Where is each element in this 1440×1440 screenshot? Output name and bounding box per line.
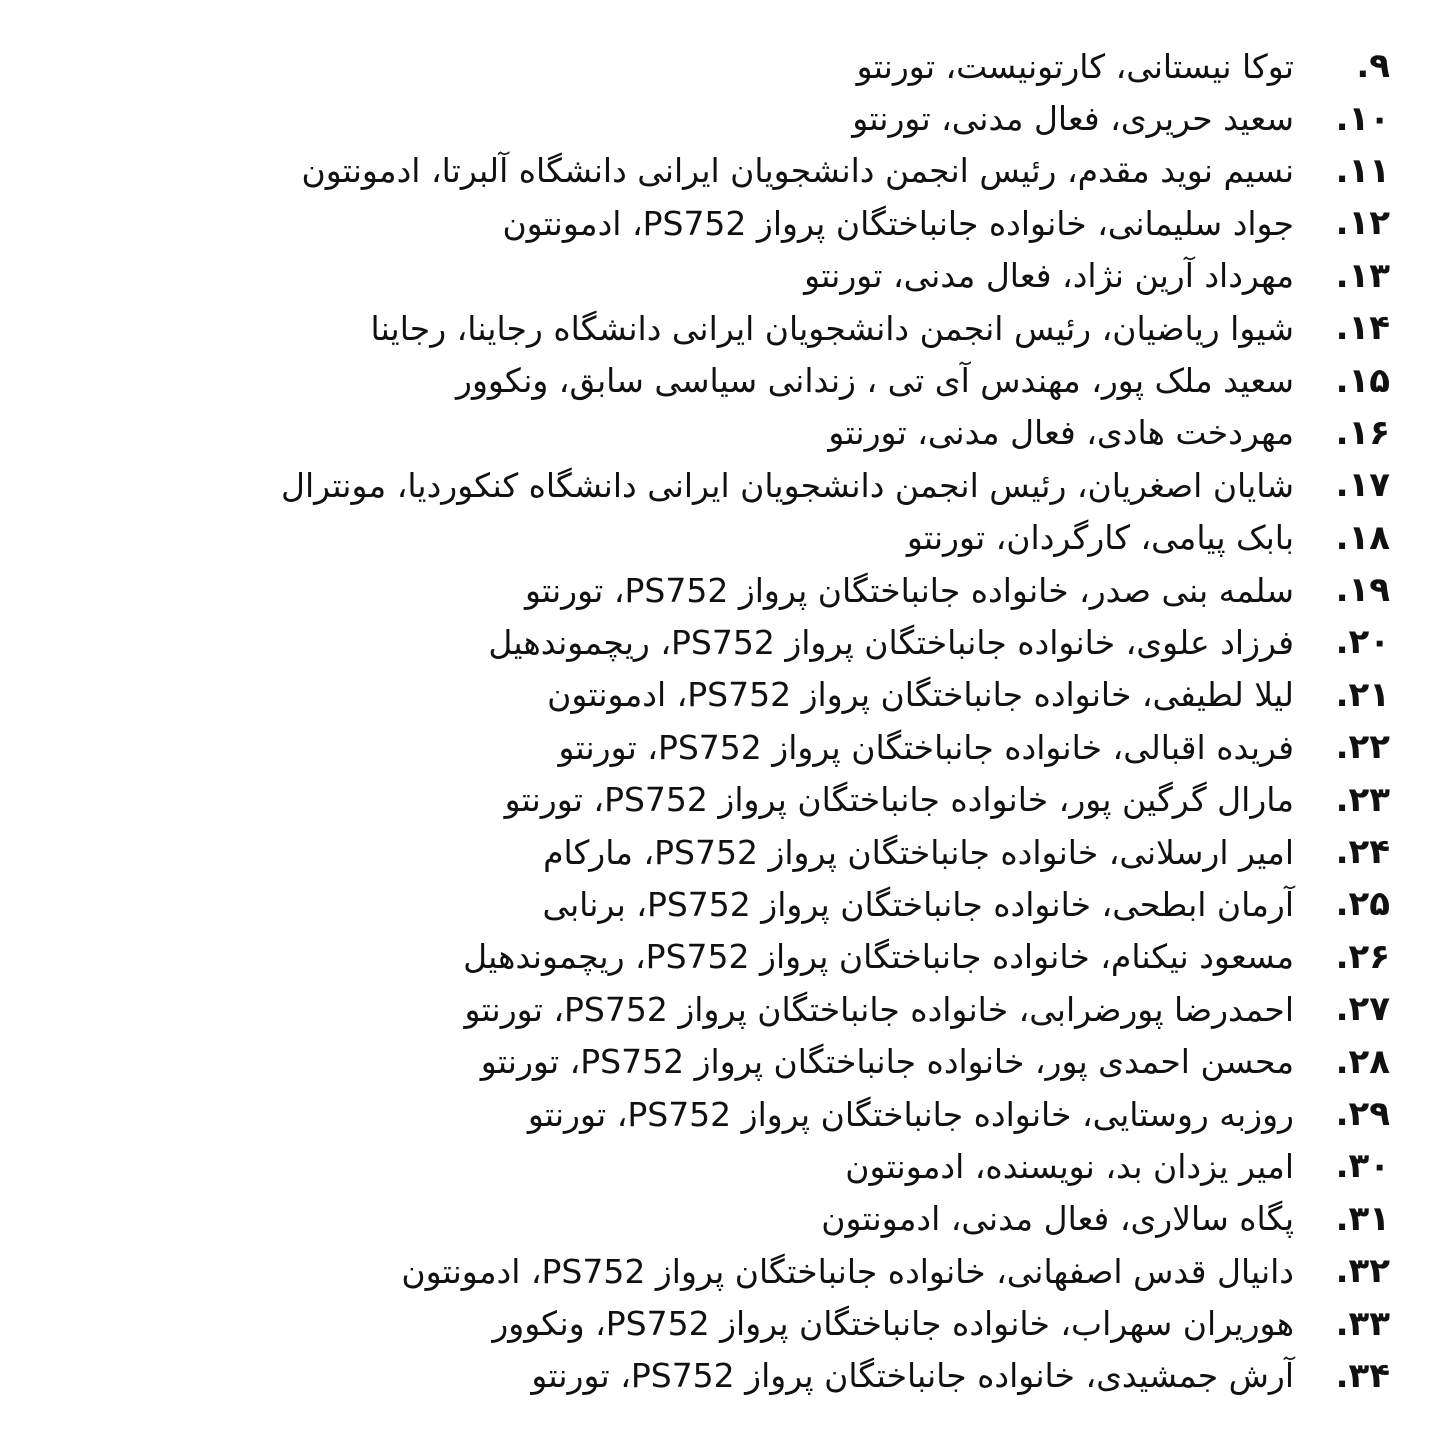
list-item	[90, 773, 1390, 825]
list-item-number: ۲۷.	[1335, 989, 1390, 1030]
list-item-text: محسن احمدی پور، خانواده جانباختگان پرواز PS752، تورنتو	[480, 1042, 1294, 1082]
list-item-text: پگاه سالاری، فعال مدنی، ادمونتون	[821, 1199, 1294, 1239]
list-item-text: روزبه روستایی، خانواده جانباختگان پرواز PS752، تورنتو	[527, 1094, 1294, 1134]
list-item-text: فریده اقبالی، خانواده جانباختگان پرواز PS752، تورنتو	[558, 727, 1294, 767]
list-item	[90, 669, 1390, 721]
list-item-number: ۱۵.	[1335, 360, 1390, 401]
list-item-text: امیر ارسلانی، خانواده جانباختگان پرواز PS752، مارکام	[543, 832, 1294, 872]
list-item-number: ۲۹.	[1335, 1094, 1390, 1134]
list-item-number: ۱۰.	[1335, 98, 1390, 139]
list-item-text: توکا نیستانی، کارتونیست، تورنتو	[856, 46, 1294, 86]
list-item-number: ۳۰.	[1335, 1146, 1390, 1187]
list-item	[90, 197, 1390, 249]
list-item-number: ۱۳.	[1335, 255, 1390, 296]
list-item	[90, 145, 1390, 197]
list-item-text: مهردخت هادی، فعال مدنی، تورنتو	[828, 413, 1294, 453]
list-item	[90, 878, 1390, 930]
list-item-number: ۳۳.	[1335, 1303, 1390, 1344]
list-item-text: مهرداد آرین نژاد، فعال مدنی، تورنتو	[804, 256, 1294, 296]
list-item	[90, 302, 1390, 354]
list-item-number: ۱۶.	[1335, 412, 1390, 453]
list-item-number: ۳۴.	[1335, 1355, 1390, 1396]
list-item-number: ۲۵.	[1335, 884, 1390, 925]
list-item	[90, 1035, 1390, 1087]
list-item-number: ۲۰.	[1335, 622, 1390, 663]
list-item	[90, 564, 1390, 616]
list-item	[90, 40, 1390, 92]
list-item	[90, 1245, 1390, 1297]
list-item	[90, 92, 1390, 144]
list-item	[90, 616, 1390, 668]
list-item	[90, 1193, 1390, 1245]
list-item	[90, 931, 1390, 983]
list-item-number: ۱۱.	[1335, 150, 1390, 191]
list-item-text: دانیال قدس اصفهانی، خانواده جانباختگان پرواز PS752، ادمونتون	[401, 1251, 1294, 1291]
list-item-number: ۱۲.	[1335, 203, 1390, 244]
list-item-text: نسیم نوید مقدم، رئیس انجمن دانشجویان ایرانی دانشگاه آلبرتا، ادمونتون	[301, 151, 1294, 191]
list-item-text: آرمان ابطحی، خانواده جانباختگان پرواز PS752، برنابی	[542, 884, 1294, 924]
list-item-text: مسعود نیکنام، خانواده جانباختگان پرواز PS752، ریچموندهیل	[463, 937, 1294, 977]
list-item-text: امیر یزدان بد، نویسنده، ادمونتون	[845, 1146, 1294, 1186]
list-item-number: ۲۸.	[1335, 1041, 1390, 1082]
list-item	[90, 1140, 1390, 1192]
list-item-number: ۲۴.	[1335, 832, 1390, 873]
list-item-text: لیلا لطیفی، خانواده جانباختگان پرواز PS752، ادمونتون	[547, 675, 1294, 715]
list-item-text: جواد سلیمانی، خانواده جانباختگان پرواز PS752، ادمونتون	[502, 203, 1294, 243]
list-item-number: ۲۳.	[1335, 779, 1390, 820]
list-item-number: ۱۷.	[1335, 465, 1390, 506]
list-item-number: ۹.	[1356, 46, 1390, 87]
list-item-number: ۳۲.	[1335, 1251, 1390, 1292]
list-item-text: شیوا ریاضیان، رئیس انجمن دانشجویان ایرانی دانشگاه رجاینا، رجاینا	[370, 308, 1294, 348]
list-item-text: هوریران سهراب، خانواده جانباختگان پرواز PS752، ونکوور	[492, 1304, 1294, 1344]
list-item-text: بابک پیامی، کارگردان، تورنتو	[906, 518, 1294, 558]
list-item-text: سلمه بنی صدر، خانواده جانباختگان پرواز PS752، تورنتو	[524, 570, 1294, 610]
list-item	[90, 354, 1390, 406]
list-item	[90, 721, 1390, 773]
list-item-number: ۱۸.	[1335, 517, 1390, 558]
list-item	[90, 512, 1390, 564]
list-item	[90, 983, 1390, 1035]
list-item-number: ۲۶.	[1335, 936, 1390, 977]
list-item	[90, 826, 1390, 878]
list-item-text: سعید ملک پور، مهندس آی تی ، زندانی سیاسی سابق، ونکوور	[456, 361, 1294, 401]
list-item	[90, 459, 1390, 511]
list-item-text: مارال گرگین پور، خانواده جانباختگان پرواز PS752، تورنتو	[504, 780, 1294, 820]
list-item	[90, 1088, 1390, 1140]
signatory-list	[90, 40, 1390, 1402]
list-item-number: ۲۲.	[1335, 727, 1390, 768]
list-item-text: آرش جمشیدی، خانواده جانباختگان پرواز PS752، تورنتو	[531, 1356, 1294, 1396]
list-item-text: فرزاد علوی، خانواده جانباختگان پرواز PS752، ریچموندهیل	[488, 622, 1294, 662]
list-item-text: شایان اصغریان، رئیس انجمن دانشجویان ایرانی دانشگاه کنکوردیا، مونترال	[280, 465, 1294, 505]
list-item	[90, 1350, 1390, 1402]
list-item	[90, 1297, 1390, 1349]
list-item	[90, 250, 1390, 302]
list-item-number: ۱۴.	[1335, 308, 1390, 349]
list-item	[90, 407, 1390, 459]
list-item-number: ۳۱.	[1335, 1198, 1390, 1239]
list-item-text: احمدرضا پورضرابی، خانواده جانباختگان پرواز PS752، تورنتو	[464, 989, 1294, 1029]
list-item-number: ۲۱.	[1335, 674, 1390, 715]
list-item-number: ۱۹.	[1335, 570, 1390, 611]
list-item-text: سعید حریری، فعال مدنی، تورنتو	[852, 99, 1294, 139]
